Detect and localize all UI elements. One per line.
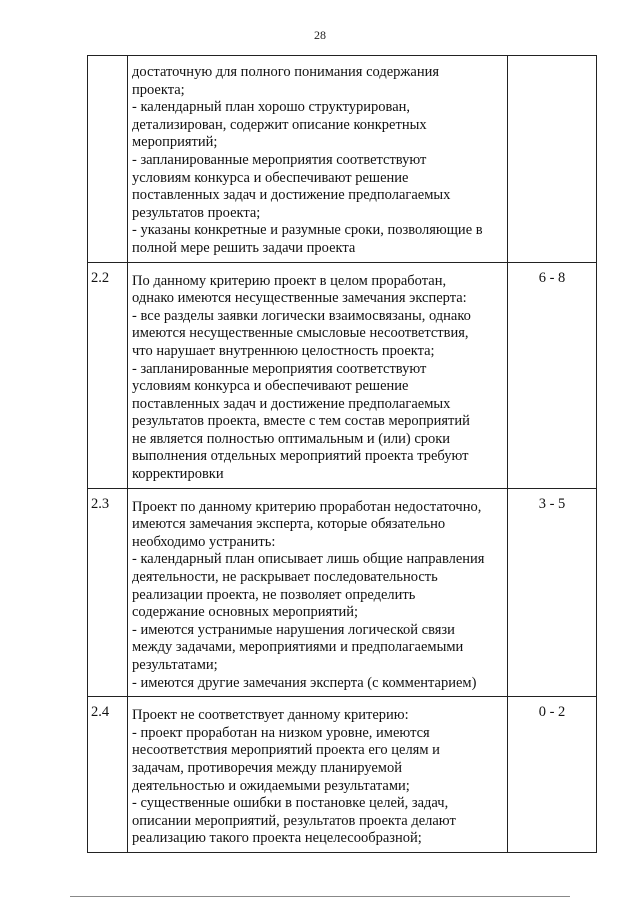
description-line: - имеются другие замечания эксперта (с комментарием) xyxy=(132,674,477,691)
description-line: содержание основных мероприятий; xyxy=(132,604,359,621)
description-line: проекта; xyxy=(132,81,185,98)
criteria-table-body xyxy=(88,56,597,853)
description-line: Проект по данному критерию проработан недостаточно, xyxy=(132,498,482,515)
description-line: - имеются устранимые нарушения логической связи xyxy=(132,621,455,638)
table-row xyxy=(88,488,597,697)
description-line: - календарный план описывает лишь общие направления xyxy=(132,551,485,568)
page-number: 28 xyxy=(314,28,326,42)
criterion-score xyxy=(508,56,597,263)
description-line: результатов проекта, вместе с тем состав мероприятий xyxy=(132,413,470,430)
criterion-description xyxy=(128,262,508,488)
description-line: достаточную для полного понимания содержания xyxy=(132,64,440,80)
description-line: имеются замечания эксперта, которые обязательно xyxy=(132,516,446,533)
criterion-code: 2.3 xyxy=(88,488,128,697)
description-line: условиям конкурса и обеспечивают решение xyxy=(132,169,409,186)
description-line: что нарушает внутреннюю целостность проекта; xyxy=(132,342,435,359)
description-line: деятельностью и ожидаемыми результатами; xyxy=(132,777,410,794)
criterion-code: 2.2 xyxy=(88,262,128,488)
description-line: - запланированные мероприятия соответствуют xyxy=(132,360,427,377)
table-row xyxy=(88,56,597,263)
table-row xyxy=(88,697,597,853)
description-line: описании мероприятий, результатов проекта делают xyxy=(132,812,456,829)
footer-rule xyxy=(70,896,570,897)
description-line: поставленных задач и достижение предполагаемых xyxy=(132,187,451,204)
description-line: мероприятий; xyxy=(132,134,218,151)
description-line: Проект не соответствует данному критерию: xyxy=(132,707,409,724)
description-line: корректировки xyxy=(132,466,224,483)
criterion-description xyxy=(128,56,508,263)
criterion-code xyxy=(88,56,128,263)
description-line: между задачами, мероприятиями и предполагаемыми xyxy=(132,639,464,656)
criterion-code: 2.4 xyxy=(88,697,128,853)
description-line: условиям конкурса и обеспечивают решение xyxy=(132,378,409,395)
description-line: - запланированные мероприятия соответствуют xyxy=(132,151,427,168)
description-line: задачам, противоречия между планируемой xyxy=(132,759,402,776)
description-line: По данному критерию проект в целом проработан, xyxy=(132,272,447,289)
description-line: - проект проработан на низком уровне, имеются xyxy=(132,724,430,741)
description-line: выполнения отдельных мероприятий проекта требуют xyxy=(132,448,469,465)
description-line: результатов проекта; xyxy=(132,204,261,221)
description-line: результатами; xyxy=(132,657,218,673)
description-line: реализации проекта, не позволяет определить xyxy=(132,586,416,603)
table-row xyxy=(88,262,597,488)
description-line: имеются несущественные смысловые несоответствия, xyxy=(132,325,469,342)
description-line: однако имеются несущественные замечания эксперта: xyxy=(132,290,467,307)
description-line: необходимо устранить: xyxy=(132,533,276,550)
description-line: - существенные ошибки в постановке целей, задач, xyxy=(132,795,449,812)
criterion-score: 3 - 5 xyxy=(508,488,597,697)
description-line: полной мере решить задачи проекта xyxy=(132,239,356,256)
description-line: несоответствия мероприятий проекта его целям и xyxy=(132,742,440,759)
description-line: - календарный план хорошо структурирован, xyxy=(132,99,411,116)
description-line: реализацию такого проекта нецелесообразной; xyxy=(132,830,422,847)
description-line: деятельности, не раскрывает последовательность xyxy=(132,569,438,586)
criterion-score: 6 - 8 xyxy=(508,262,597,488)
description-line: детализирован, содержит описание конкретных xyxy=(132,116,427,133)
criterion-score: 0 - 2 xyxy=(508,697,597,853)
description-line: не является полностью оптимальным и (или) сроки xyxy=(132,430,451,447)
criterion-description xyxy=(128,697,508,853)
description-line: - все разделы заявки логически взаимосвязаны, однако xyxy=(132,307,471,324)
description-line: поставленных задач и достижение предполагаемых xyxy=(132,395,451,412)
criteria-table xyxy=(87,55,597,853)
description-line: - указаны конкретные и разумные сроки, позволяющие в xyxy=(132,222,483,239)
criterion-description xyxy=(128,488,508,697)
